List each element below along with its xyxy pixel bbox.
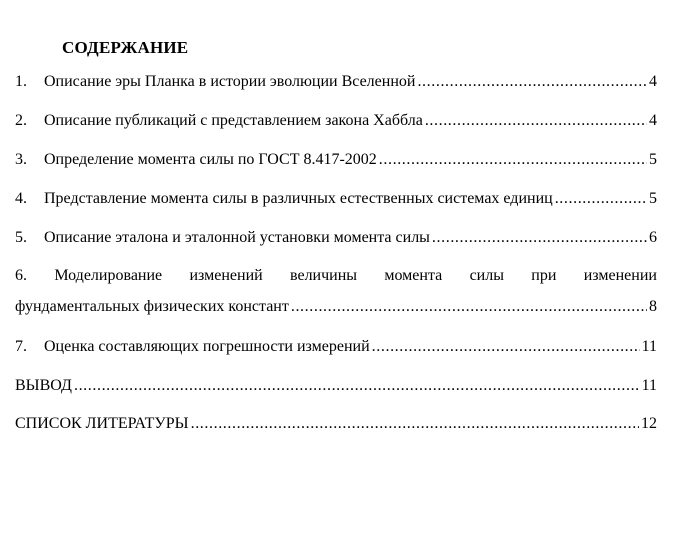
toc-entry-number: 4.	[15, 190, 27, 207]
toc-entry-text: Описание эталона и эталонной установки момента силы	[44, 229, 430, 246]
toc-entry-page: 4	[649, 73, 657, 90]
toc-entry-text: ВЫВОД	[15, 377, 72, 394]
toc-entry-6-line-2	[15, 297, 657, 317]
toc-entry-text: СПИСОК ЛИТЕРАТУРЫ	[15, 415, 189, 432]
toc-leader-dots	[291, 297, 647, 317]
toc-entry-2[interactable]	[15, 111, 657, 131]
toc-leader-dots	[74, 376, 640, 396]
toc-entry-page: 11	[641, 377, 657, 394]
toc-entry-conclusion[interactable]	[15, 376, 657, 396]
toc-entry-page: 4	[649, 112, 657, 129]
toc-entry-word: изменении	[583, 267, 657, 284]
toc-entry-word: момента	[384, 267, 443, 284]
toc-entry-number: 7.	[15, 338, 27, 355]
toc-leader-dots	[191, 414, 639, 434]
toc-entry-number: 1.	[15, 73, 27, 90]
toc-entry-page: 11	[641, 338, 657, 355]
toc-title: СОДЕРЖАНИЕ	[62, 38, 189, 57]
toc-entry-5[interactable]	[15, 228, 657, 248]
toc-entry-word: Моделирование	[54, 267, 163, 284]
toc-entry-page: 6	[649, 229, 657, 246]
toc-entry-page: 12	[641, 415, 657, 432]
toc-entry-page: 5	[649, 190, 657, 207]
toc-entry-number: 6.	[15, 267, 27, 284]
toc-entry-number: 5.	[15, 229, 27, 246]
toc-leader-dots	[432, 228, 647, 248]
toc-entry-word: величины	[290, 267, 358, 284]
toc-entry-references[interactable]	[15, 414, 657, 434]
toc-entry-word: силы	[469, 267, 504, 284]
toc-entry-text: Оценка составляющих погрешности измерений	[44, 338, 370, 355]
toc-leader-dots	[372, 337, 640, 357]
toc-entry-text: фундаментальных физических констант	[15, 298, 289, 315]
toc-entry-text: Представление момента силы в различных естественных системах единиц	[44, 190, 553, 207]
toc-entry-number: 2.	[15, 112, 27, 129]
toc-entry-word: при	[531, 267, 557, 284]
toc-entry-3[interactable]	[15, 150, 657, 170]
toc-entry-page: 8	[649, 298, 657, 315]
toc-entry-text: Описание эры Планка в истории эволюции Вселенной	[44, 73, 416, 90]
toc-entry-6-line-1	[15, 266, 657, 286]
toc-entry-4[interactable]	[15, 189, 657, 209]
toc-entry-text: Определение момента силы по ГОСТ 8.417-2002	[44, 151, 377, 168]
toc-entry-number: 3.	[15, 151, 27, 168]
toc-entry-7[interactable]	[15, 337, 657, 357]
toc-entry-text: Описание публикаций с представлением закона Хаббла	[44, 112, 423, 129]
toc-leader-dots	[417, 72, 647, 92]
toc-entry-word: изменений	[189, 267, 263, 284]
toc-leader-dots	[379, 150, 647, 170]
toc-entry-1[interactable]	[15, 72, 657, 92]
toc-leader-dots	[555, 189, 647, 209]
toc-leader-dots	[425, 111, 647, 131]
toc-entry-page: 5	[649, 151, 657, 168]
